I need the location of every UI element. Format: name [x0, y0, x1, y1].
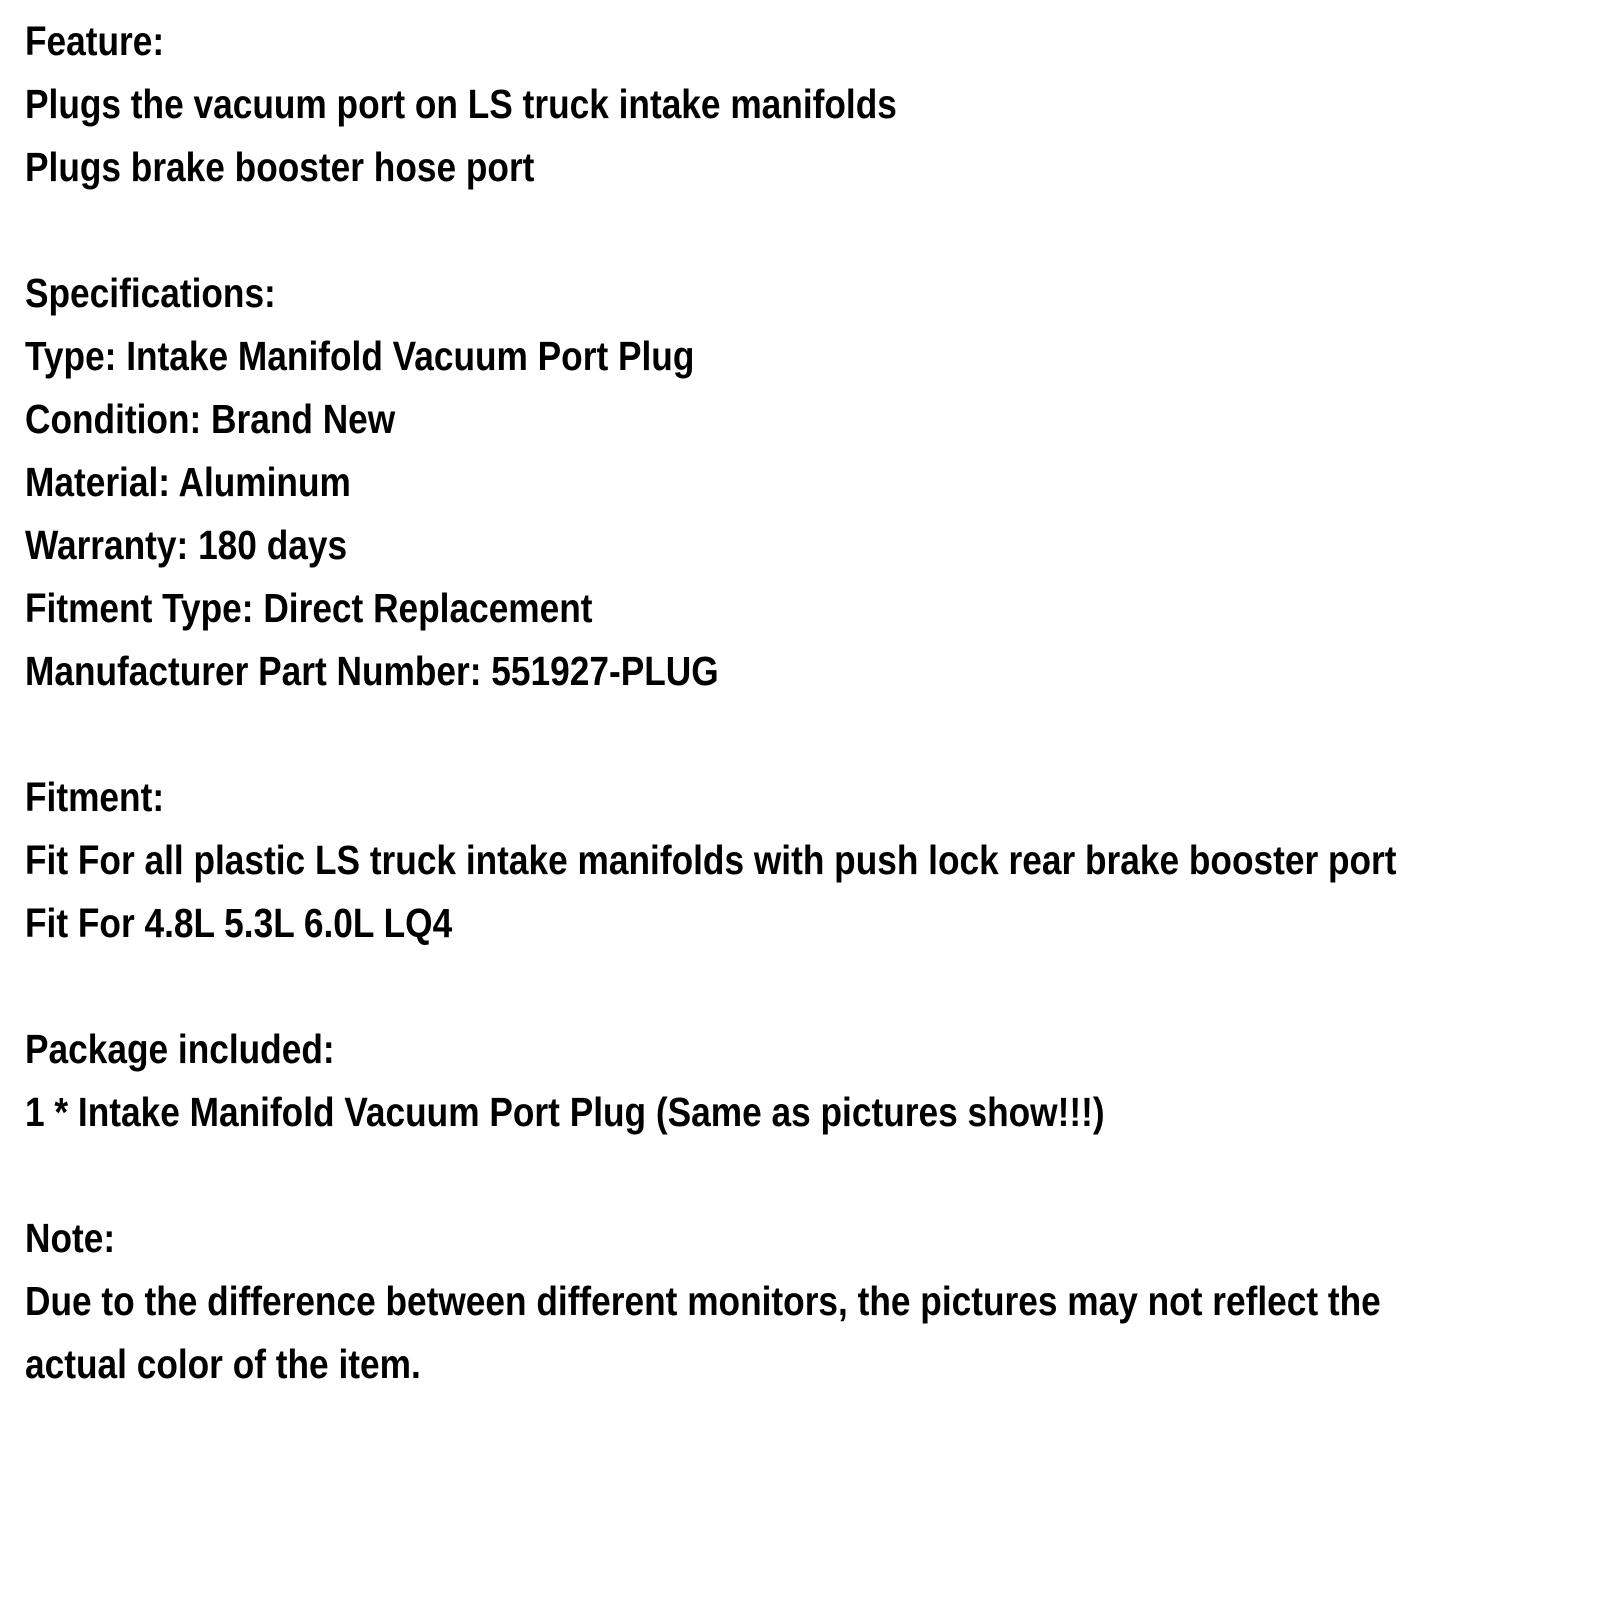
text-line: Due to the difference between different monitors, the pictures may not reflect the	[25, 1278, 1381, 1324]
text-line: Type: Intake Manifold Vacuum Port Plug	[25, 333, 695, 379]
section-note	[25, 1207, 1600, 1396]
text-line: Manufacturer Part Number: 551927-PLUG	[25, 648, 719, 694]
section-heading: Feature:	[25, 18, 165, 64]
section-heading: Fitment:	[25, 774, 165, 820]
text-line: Material: Aluminum	[25, 459, 351, 505]
text-line: Fit For all plastic LS truck intake manifolds with push lock rear brake booster port	[25, 837, 1397, 883]
text-line: Condition: Brand New	[25, 396, 396, 442]
text-line: 1 * Intake Manifold Vacuum Port Plug (Same as pictures show!!!)	[25, 1089, 1105, 1135]
section-package-included	[25, 1018, 1600, 1144]
section-specifications	[25, 262, 1600, 703]
section-heading: Specifications:	[25, 270, 276, 316]
text-line: Fit For 4.8L 5.3L 6.0L LQ4	[25, 900, 453, 946]
text-line: Plugs the vacuum port on LS truck intake manifolds	[25, 81, 897, 127]
description-text-block	[25, 10, 1600, 1396]
text-line: Plugs brake booster hose port	[25, 144, 535, 190]
section-heading: Package included:	[25, 1026, 335, 1072]
section-heading: Note:	[25, 1215, 116, 1261]
text-line: Warranty: 180 days	[25, 522, 348, 568]
section-fitment	[25, 766, 1600, 955]
section-feature	[25, 10, 1600, 199]
text-line: Fitment Type: Direct Replacement	[25, 585, 593, 631]
text-line: actual color of the item.	[25, 1341, 421, 1387]
